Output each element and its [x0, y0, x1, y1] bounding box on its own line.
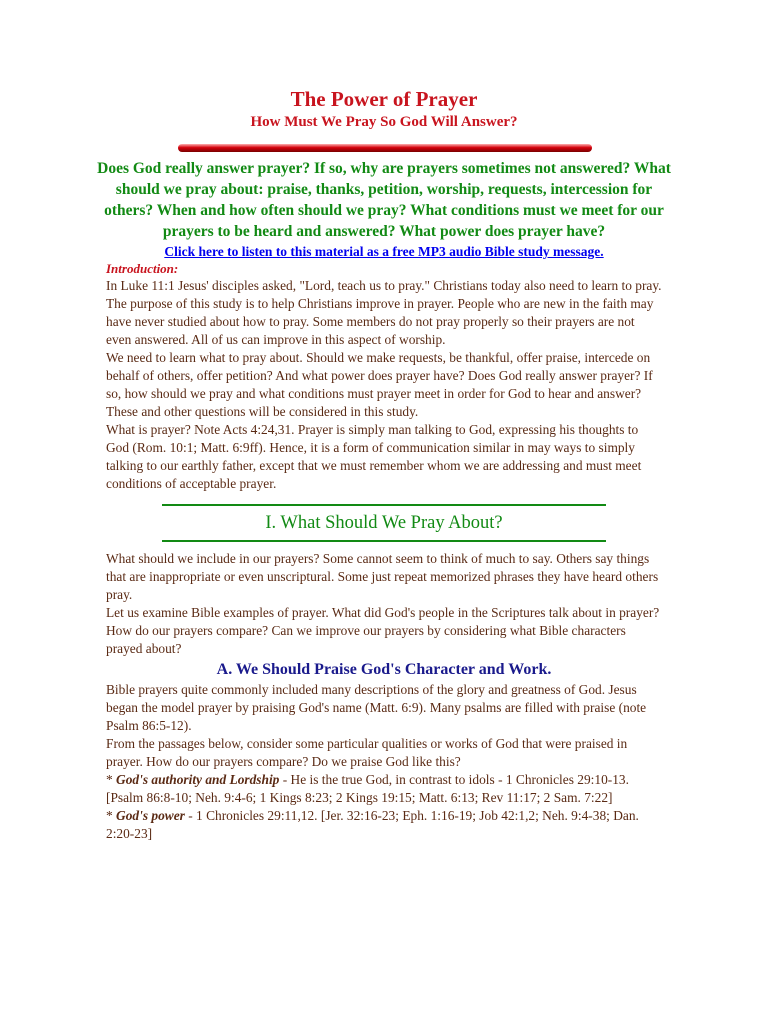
subsection-paragraph: From the passages below, consider some particular qualities or works of God that were praised in prayer. How do our prayers compare? Do we praise God like this? — [106, 736, 628, 769]
red-divider — [178, 144, 592, 152]
page-subtitle: How Must We Pray So God Will Answer? — [250, 114, 518, 130]
bullet-item — [106, 807, 662, 843]
bullet-marker: * — [106, 808, 117, 823]
page-title: The Power of Prayer — [290, 87, 478, 111]
intro-paragraph: We need to learn what to pray about. Should we make requests, be thankful, offer praise, intercede on behalf of others, offer petition? And what power does prayer have? Does God really answer prayer? If so, how should we pray and what conditions must prayer meet in order for God to hear and answer? These and other questions will be considered in this study. — [106, 350, 653, 419]
bullet-text: - 1 Chronicles 29:11,12. [Jer. 32:16-23; Eph. 1:16-19; Job 42:1,2; Neh. 9:4-38; Dan. 2:20-23] — [106, 808, 639, 841]
green-divider — [162, 504, 606, 506]
subsection-heading: A. We Should Praise God's Character and Work. — [216, 661, 552, 678]
intro-paragraph: In Luke 11:1 Jesus' disciples asked, "Lord, teach us to pray." Christians today also need to learn to pray. — [106, 278, 662, 293]
section-paragraph: Let us examine Bible examples of prayer. What did God's people in the Scriptures talk about in prayer? How do our prayers compare? Can we improve our prayers by considering what Bible characters prayed about? — [106, 605, 660, 656]
bullet-term: God's power — [116, 808, 185, 823]
bullet-text: - He is the true God, in contrast to idols - 1 Chronicles 29:10-13. [Psalm 86:8-10; Neh. 9:4-6; 1 Kings 8:23; 2 Kings 19:15; Matt. 6:13; Rev 11:17; 2 Sam. 7:22] — [106, 772, 629, 805]
intro-paragraph: What is prayer? Note Acts 4:24,31. Prayer is simply man talking to God, expressing his thoughts to God (Rom. 10:1; Matt. 6:9ff). Hence, it is a form of communication similar in may ways to simply talking to our earthly father, except that we must remember whom we are addressing and must meet conditions of acceptable prayer. — [106, 422, 642, 491]
section-paragraph: What should we include in our prayers? Some cannot seem to think of much to say. Others say things that are inappropriate or even unscriptural. Some just repeat memorized phrases they have heard others pray. — [106, 551, 659, 602]
subsection-paragraph: Bible prayers quite commonly included many descriptions of the glory and greatness of God. Jesus began the model prayer by praising God's name (Matt. 6:9). Many psalms are filled with praise (note Psalm 86:5-12). — [106, 682, 647, 733]
green-divider — [162, 540, 606, 542]
bullet-marker: * — [106, 772, 117, 787]
bullet-item — [106, 771, 662, 807]
intro-questions: Does God really answer prayer? If so, why are prayers sometimes not answered? What should we pray about: praise, thanks, petition, worship, requests, intercession for others? When and how often should we pray? What conditions must we meet for our prayers to be heard and answered? What power does prayer have? — [97, 160, 671, 240]
section-heading: I. What Should We Pray About? — [265, 513, 503, 533]
document-page — [97, 86, 671, 843]
bullet-term: God's authority and Lordship — [116, 772, 280, 787]
intro-paragraph: The purpose of this study is to help Christians improve in prayer. People who are new in the faith may have never studied about how to pray. Some members do not pray properly so their prayers are not even answered. All of us can improve in this aspect of worship. — [106, 296, 654, 347]
introduction-label: Introduction: — [106, 261, 179, 276]
audio-study-link[interactable]: Click here to listen to this material as a free MP3 audio Bible study message. — [164, 244, 604, 259]
